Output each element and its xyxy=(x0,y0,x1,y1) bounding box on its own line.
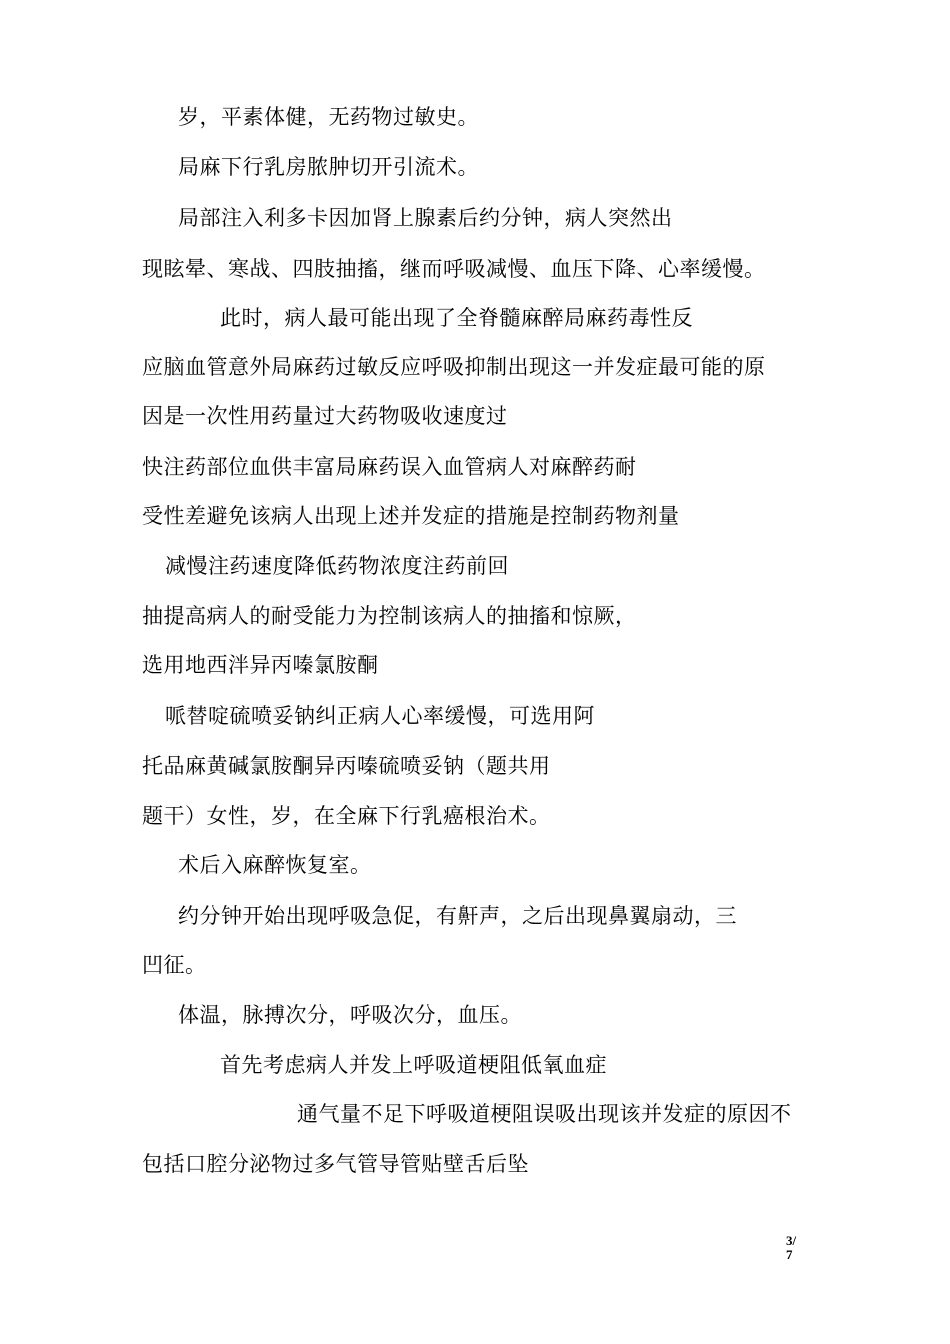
text-line-9: 受性差避免该病人出现上述并发症的措施是控制药物剂量 xyxy=(142,504,680,528)
text-line-1: 岁，平素体健，无药物过敏史。 xyxy=(178,105,479,129)
text-line-19: 体温，脉搏次分，呼吸次分，血压。 xyxy=(178,1003,522,1027)
text-line-13: 哌替啶硫喷妥钠纠正病人心率缓慢，可选用阿 xyxy=(165,704,595,728)
text-line-8: 快注药部位血供丰富局麻药误入血管病人对麻醉药耐 xyxy=(142,455,637,479)
text-line-21: 通气量不足下呼吸道梗阻误吸出现该并发症的原因不 xyxy=(297,1102,792,1126)
text-line-4: 现眩晕、寒战、四肢抽搐，继而呼吸减慢、血压下降、心率缓慢。 xyxy=(142,257,766,281)
text-line-6: 应脑血管意外局麻药过敏反应呼吸抑制出现这一并发症最可能的原 xyxy=(142,355,766,379)
text-line-11: 抽提高病人的耐受能力为控制该病人的抽搐和惊厥， xyxy=(142,604,637,628)
text-line-2: 局麻下行乳房脓肿切开引流术。 xyxy=(178,155,479,179)
text-line-12: 选用地西泮异丙嗪氯胺酮 xyxy=(142,653,379,677)
text-line-17: 约分钟开始出现呼吸急促，有鼾声，之后出现鼻翼扇动，三 xyxy=(178,904,737,928)
page-number xyxy=(786,1234,796,1262)
text-line-18: 凹征。 xyxy=(142,953,207,977)
text-line-15: 题干）女性，岁，在全麻下行乳癌根治术。 xyxy=(142,804,551,828)
text-line-10: 减慢注药速度降低药物浓度注药前回 xyxy=(165,554,509,578)
text-line-20: 首先考虑病人并发上呼吸道梗阻低氧血症 xyxy=(220,1053,607,1077)
text-line-5: 此时，病人最可能出现了全脊髓麻醉局麻药毒性反 xyxy=(220,306,693,330)
text-line-3: 局部注入利多卡因加肾上腺素后约分钟，病人突然出 xyxy=(178,206,673,230)
text-line-22: 包括口腔分泌物过多气管导管贴壁舌后坠 xyxy=(142,1152,529,1176)
text-line-7: 因是一次性用药量过大药物吸收速度过 xyxy=(142,404,508,428)
page-number-total: 7 xyxy=(786,1247,793,1262)
text-line-16: 术后入麻醉恢复室。 xyxy=(178,853,372,877)
text-line-14: 托品麻黄碱氯胺酮异丙嗪硫喷妥钠（题共用 xyxy=(142,754,551,778)
page-number-current: 3/ xyxy=(786,1233,797,1248)
